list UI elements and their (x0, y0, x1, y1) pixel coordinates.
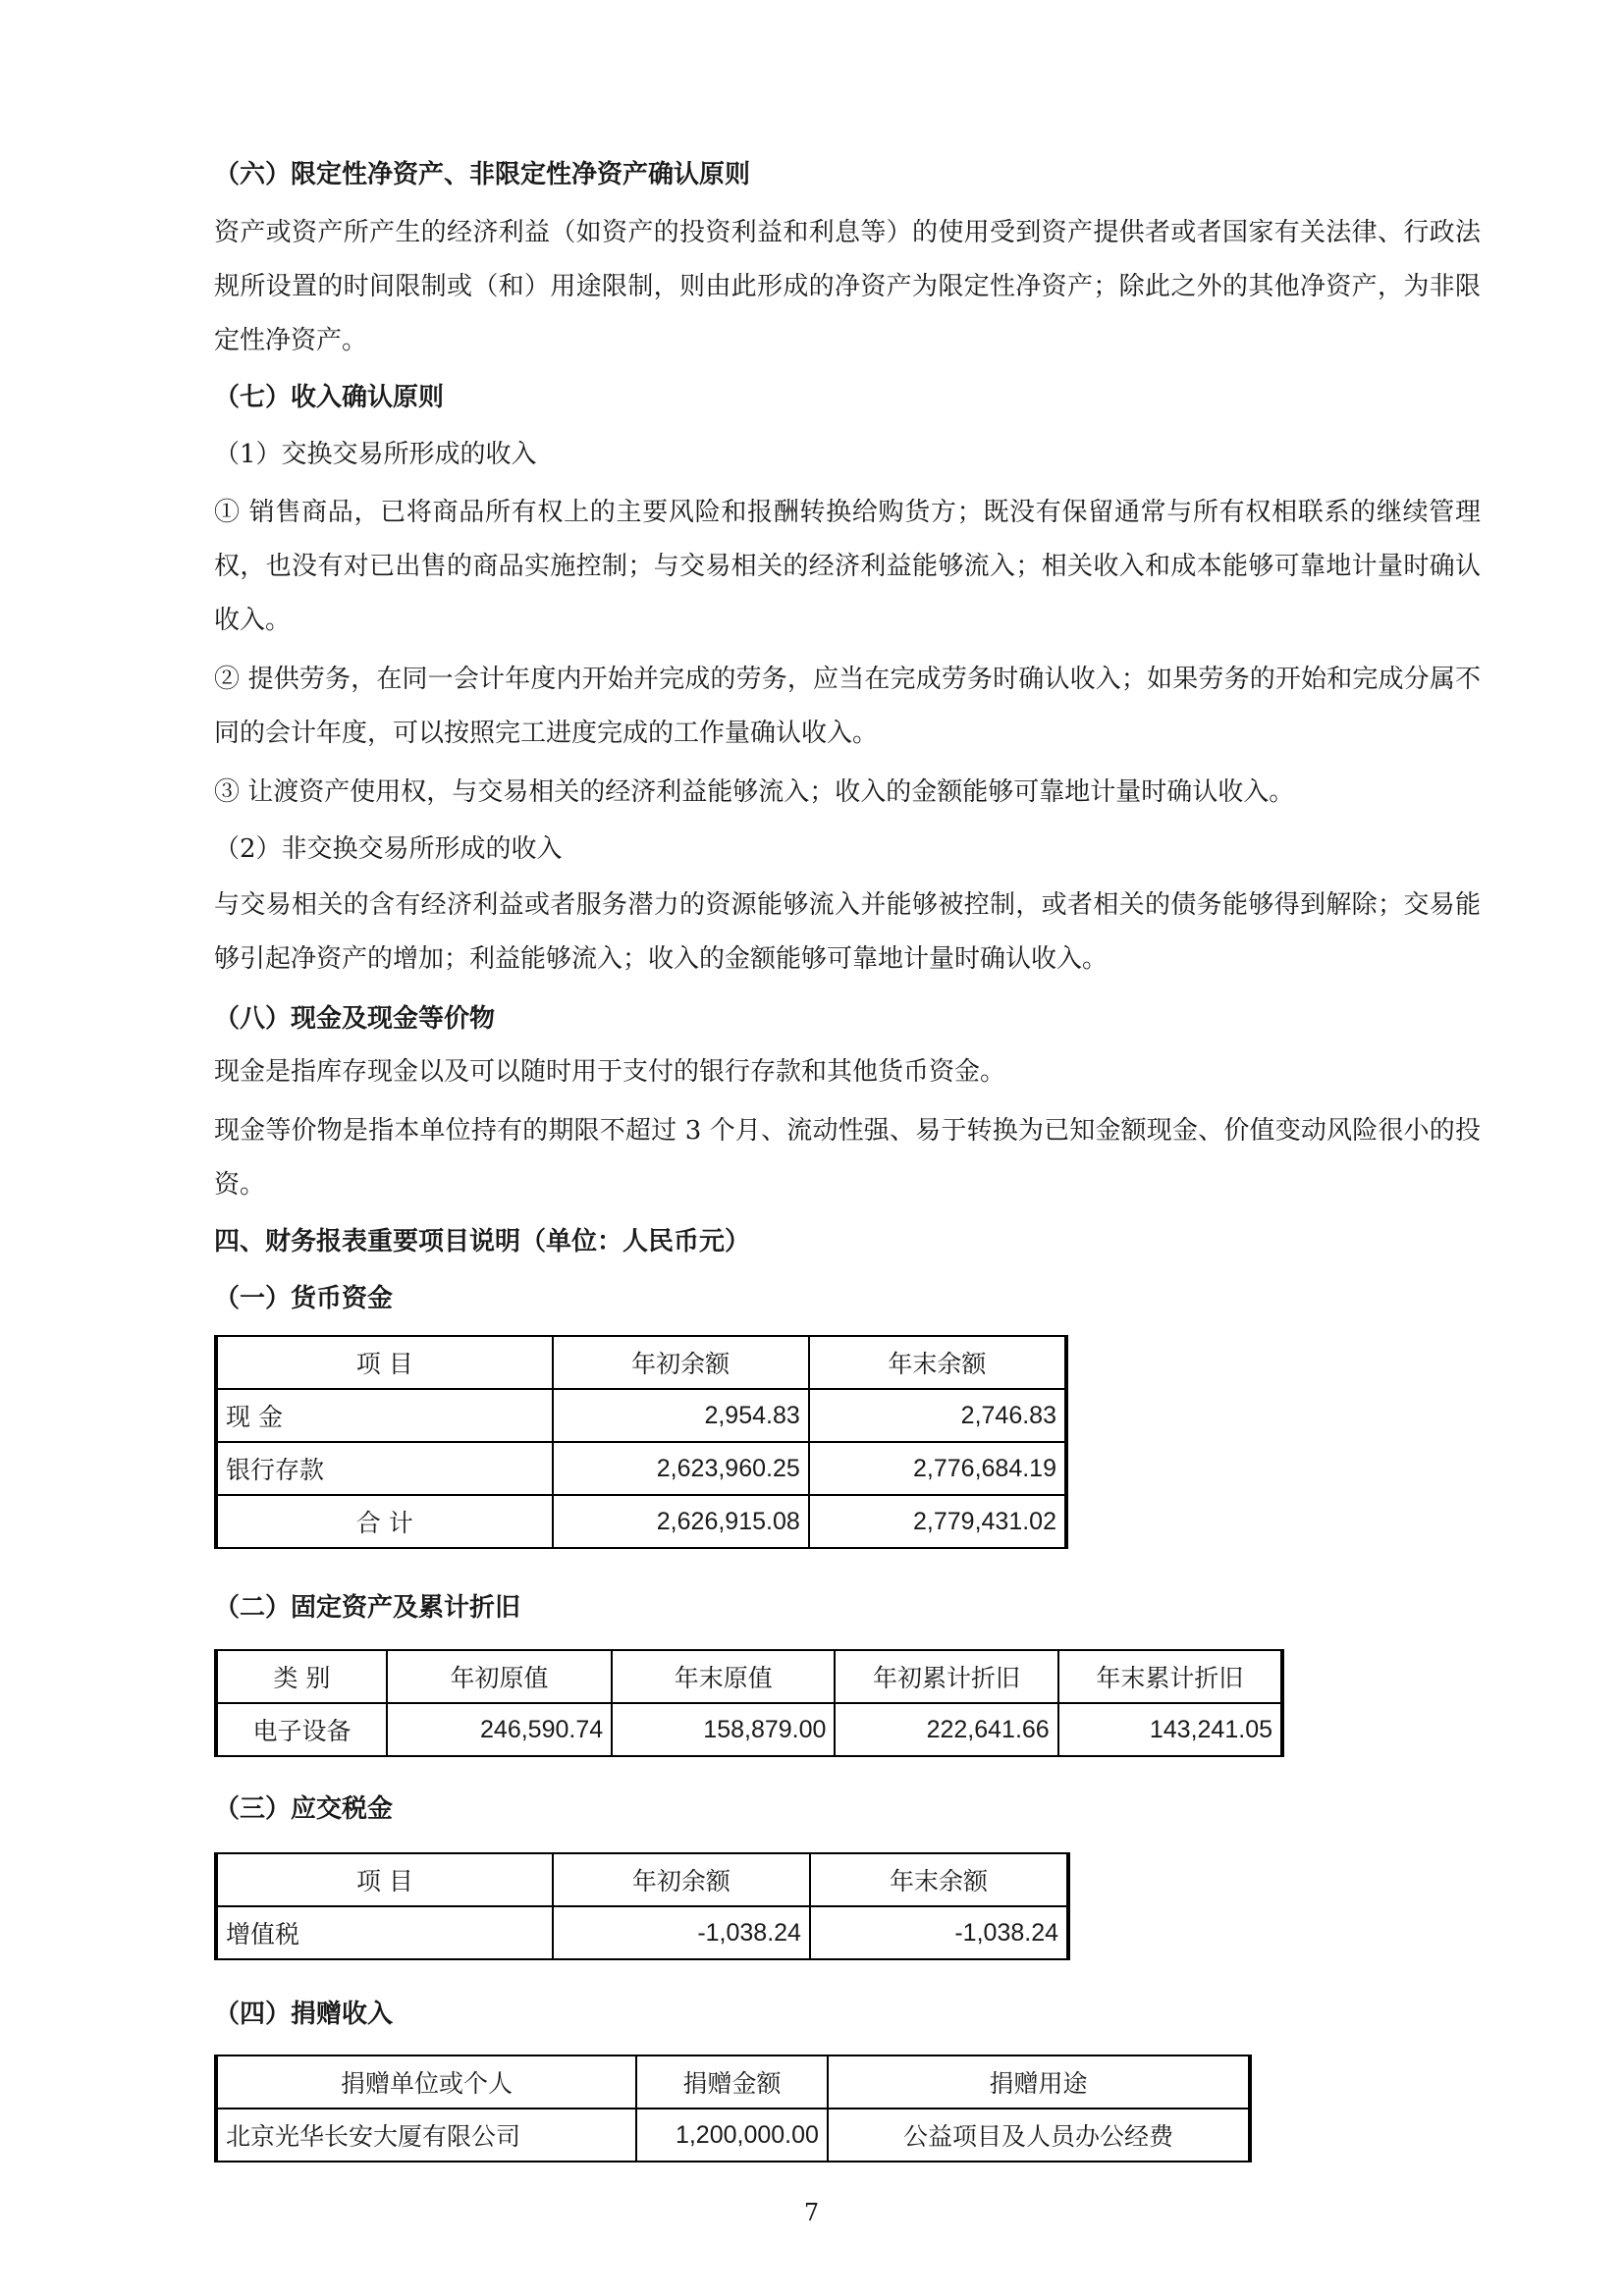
taxes-table (214, 1852, 1070, 1960)
cell-value: 2,746.83 (809, 1389, 1066, 1442)
table-row (216, 1442, 1066, 1495)
table-row (216, 1906, 1068, 1959)
row-label: 北京光华长安大厦有限公司 (216, 2109, 636, 2162)
section-6-paragraph (214, 206, 1481, 368)
column-header: 年初余额 (553, 1853, 810, 1906)
row-label: 增值税 (216, 1906, 553, 1959)
row-label: 合 计 (216, 1495, 553, 1548)
fixed-assets-table (214, 1649, 1284, 1757)
section-6-title: （六）限定性净资产、非限定性净资产确认原则 (214, 160, 751, 189)
table-row (216, 1495, 1066, 1548)
table-row (216, 1389, 1066, 1442)
donations-table (214, 2055, 1252, 2163)
cell-value: 2,626,915.08 (553, 1495, 809, 1548)
cell-value: -1,038.24 (810, 1906, 1068, 1959)
cell-value: 246,590.74 (387, 1703, 612, 1756)
section-7-item-3: ③ 让渡资产使用权，与交易相关的经济利益能够流入；收入的金额能够可靠地计量时确认收入。 (214, 777, 1295, 807)
column-header: 类 别 (216, 1650, 387, 1703)
table-row (216, 2109, 1250, 2162)
table-header-row (216, 2056, 1250, 2109)
column-header: 项 目 (216, 1853, 553, 1906)
table-row (216, 1703, 1282, 1756)
row-label: 银行存款 (216, 1442, 553, 1495)
column-header: 捐赠单位或个人 (216, 2056, 636, 2109)
section-7-subtitle-2: （2）非交换交易所形成的收入 (214, 834, 563, 864)
cell-value: 158,879.00 (612, 1703, 835, 1756)
column-header: 年末累计折旧 (1058, 1650, 1282, 1703)
section-8-paragraph-2: 现金等价物是指本单位持有的期限不超过 3 个月、流动性强、易于转换为已知金额现金、价值变动风险很小的投资。 (214, 1116, 1481, 1200)
cell-value: 1,200,000.00 (636, 2109, 828, 2162)
table-header-row (216, 1336, 1066, 1389)
section-8-title: （八）现金及现金等价物 (214, 1004, 496, 1034)
part-4-title: 四、财务报表重要项目说明（单位：人民币元） (214, 1227, 751, 1256)
section-7-item-4: 与交易相关的含有经济利益或者服务潜力的资源能够流入并能够被控制，或者相关的债务能够得到解除；交易能够引起净资产的增加；利益能够流入；收入的金额能够可靠地计量时确认收入。 (214, 890, 1481, 974)
table-1-title: （一）货币资金 (214, 1284, 394, 1313)
column-header: 年初累计折旧 (835, 1650, 1057, 1703)
column-header: 项 目 (216, 1336, 553, 1389)
section-7-item-1: ① 销售商品，已将商品所有权上的主要风险和报酬转换给购货方；既没有保留通常与所有权相联系的继续管理权，也没有对已出售的商品实施控制；与交易相关的经济利益能够流入；相关收入和成本能够可靠地计量时确认收入。 (214, 498, 1481, 635)
section-7-subtitle-1: （1）交换交易所形成的收入 (214, 440, 537, 469)
table-2-title: （二）固定资产及累计折旧 (214, 1593, 521, 1623)
table-4-title: （四）捐赠收入 (214, 2000, 394, 2029)
cell-value: 公益项目及人员办公经费 (828, 2109, 1250, 2162)
section-8-paragraph-1: 现金是指库存现金以及可以随时用于支付的银行存款和其他货币资金。 (214, 1057, 1006, 1087)
section-6-text: 资产或资产所产生的经济利益（如资产的投资利益和利息等）的使用受到资产提供者或者国家有关法律、行政法规所设置的时间限制或（和）用途限制，则由此形成的净资产为限定性净资产；除此之外的其他净资产，为非限定性净资产。 (214, 218, 1481, 355)
cell-value: 222,641.66 (835, 1703, 1057, 1756)
column-header: 年末余额 (809, 1336, 1066, 1389)
cell-value: 2,623,960.25 (553, 1442, 809, 1495)
row-label: 电子设备 (216, 1703, 387, 1756)
cell-value: -1,038.24 (553, 1906, 810, 1959)
row-label: 现 金 (216, 1389, 553, 1442)
column-header: 年末余额 (810, 1853, 1068, 1906)
table-header-row (216, 1853, 1068, 1906)
page-number: 7 (803, 2199, 820, 2226)
section-7-title: （七）收入确认原则 (214, 383, 445, 412)
column-header: 捐赠金额 (636, 2056, 828, 2109)
cash-table (214, 1335, 1068, 1549)
cell-value: 2,954.83 (553, 1389, 809, 1442)
table-3-title: （三）应交税金 (214, 1794, 394, 1824)
table-header-row (216, 1650, 1282, 1703)
cell-value: 2,776,684.19 (809, 1442, 1066, 1495)
column-header: 年初原值 (387, 1650, 612, 1703)
column-header: 年初余额 (553, 1336, 809, 1389)
section-7-item-2: ② 提供劳务，在同一会计年度内开始并完成的劳务，应当在完成劳务时确认收入；如果劳务的开始和完成分属不同的会计年度，可以按照完工进度完成的工作量确认收入。 (214, 665, 1481, 748)
column-header: 捐赠用途 (828, 2056, 1250, 2109)
cell-value: 2,779,431.02 (809, 1495, 1066, 1548)
column-header: 年末原值 (612, 1650, 835, 1703)
cell-value: 143,241.05 (1058, 1703, 1282, 1756)
